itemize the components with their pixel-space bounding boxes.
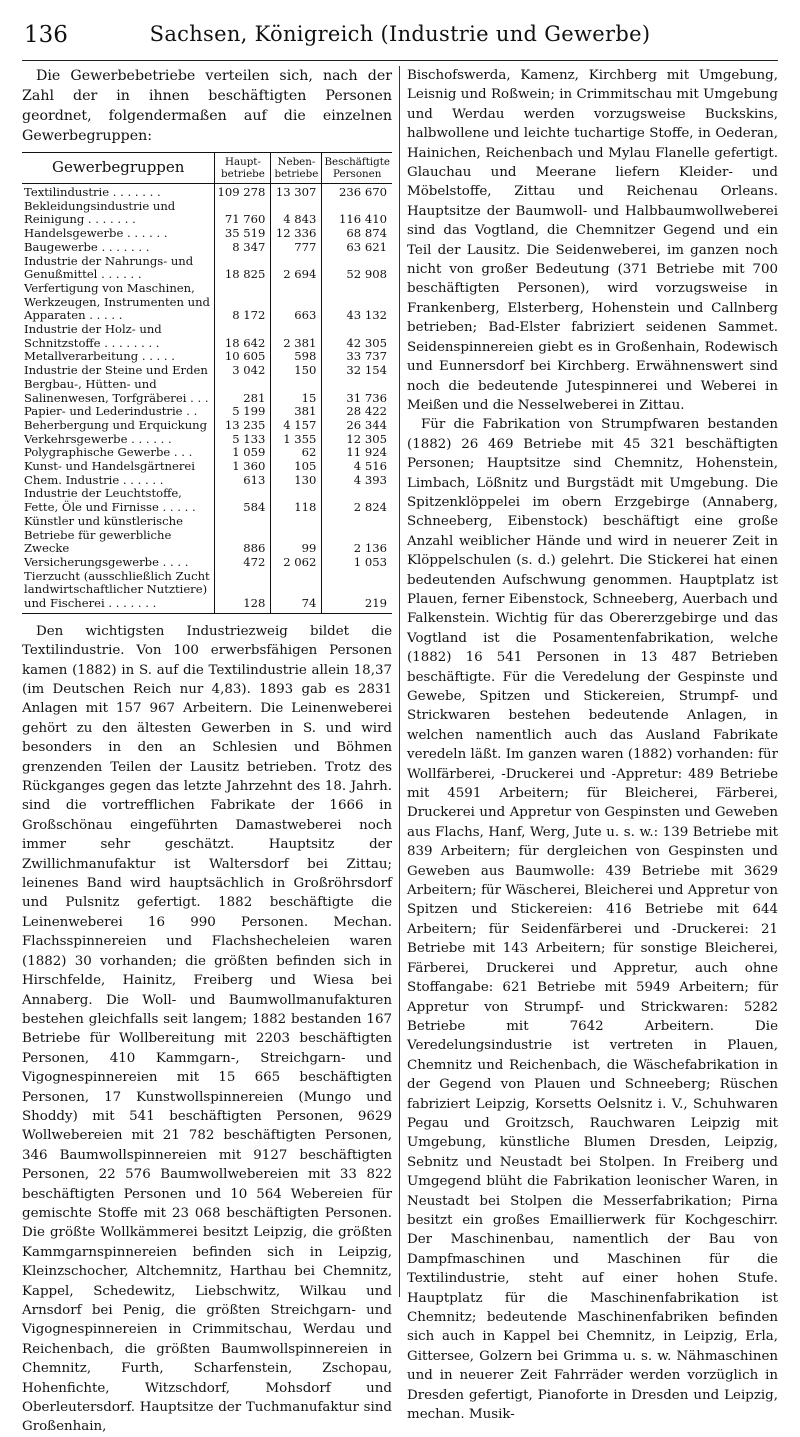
paragraph: Den wichtigsten Industriezweig bildet die Textilindustrie. Von 100 erwerbsfähigen Personen kamen (1882) in S. auf die Textilindustrie allein 18,37 (im Deutschen Reich nur 4,83). 1893 gab es 2831 Anlagen mit 157 967 Arbeitern. Die Leinenweberei gehört zu den ältesten Gewerben in S. und wird besonders in den an Schlesien und Böhmen grenzenden Teilen der Lausitz betrieben. Trotz des Rückganges gegen das letzte Jahrzehnt des 18. Jahrh. sind die vortrefflichen Fabrikate der 1666 in Großschönau eingeführten Damastweberei noch immer sehr geschätzt. Hauptsitz der Zwillichmanufaktur ist Waltersdorf bei Zittau; leinenes Band wird hauptsächlich in Großröhrsdorf und Pulsnitz gefertigt. 1882 beschäftigte die Leinenweberei 16 990 Personen. Mechan. Flachsspinnereien und Flachshecheleien waren (1882) 30 vorhanden; die größten befinden sich in Hirschfelde, Hainitz, Freiberg und Wiesa bei Annaberg. Die Woll- und Baumwollmanufakturen bestehen gleichfalls seit langem; 1882 bestanden 167 Betriebe für Wollbereitung mit 2203 beschäftigten Personen, 410 Kammgarn-, Streichgarn- und Vigognespinnereien mit 15 665 beschäftigten Personen, 17 Kunstwollspinnereien (Mungo und Shoddy) mit 541 beschäftigten Personen, 9629 Wollwebereien mit 21 782 beschäftigten Personen, 346 Baumwollspinnereien mit 9127 beschäftigten Personen, 22 576 Baumwollwebereien mit 33 822 beschäftigten Personen und 10 564 Webereien für gemischte Stoffe mit 23 068 beschäftigten Personen. Die größte Wollkämmerei besitzt Leipzig, die größten Kammgarnspinnereien befinden sich in Leipzig, Kleinzschocher, Altchemnitz, Harthau bei Chemnitz, Kappel, Schedewitz, Liebschwitz, Wilkau und Arnsdorf bei Penig, die größten Streichgarn- und Vigognespinnereien in Crimmitschau, Werdau und Reichenbach, die größten Baumwollspinnereien in Chemnitz, Furth, Scharfenstein, Zschopau, Hohenfichte, Witzschdorf, Mohsdorf und Oberleutersdorf. Hauptsitze der Tuchmanufaktur sind Großenhain,: [22, 623, 392, 1435]
cell-nebenbetriebe: 105: [271, 460, 322, 474]
table-row: [22, 515, 392, 556]
table-row: [22, 556, 392, 570]
cell-hauptbetriebe: 18 825: [215, 255, 271, 282]
left-column: [22, 66, 392, 1435]
cell-personen: 52 908: [322, 255, 392, 282]
row-label: Bergbau-, Hütten- und Salinenwesen, Torfgräberei . . .: [24, 376, 209, 405]
row-label: Handelsgewerbe . . . . . .: [24, 226, 168, 241]
cell-personen: 63 621: [322, 241, 392, 255]
table-header-row: [22, 153, 392, 184]
table-body: [22, 184, 392, 614]
row-label: Baugewerbe . . . . . . .: [24, 239, 150, 254]
cell-personen: 26 344: [322, 419, 392, 433]
row-label: Versicherungsgewerbe . . . .: [24, 554, 189, 569]
cell-nebenbetriebe: 150: [271, 364, 322, 378]
cell-nebenbetriebe: 1 355: [271, 433, 322, 447]
table-row: [22, 227, 392, 241]
row-label: Beherbergung und Erquickung: [24, 417, 208, 432]
cell-nebenbetriebe: 777: [271, 241, 322, 255]
col-header-personen: Beschäftigte Personen: [322, 153, 392, 184]
cell-hauptbetriebe: 5 199: [215, 405, 271, 419]
table-row: [22, 241, 392, 255]
cell-nebenbetriebe: 4 843: [271, 200, 322, 227]
row-label: Industrie der Nahrungs- und Genußmittel . . . . . .: [24, 253, 194, 282]
table-row: [22, 200, 392, 227]
col-header-haupt: Haupt-betriebe: [215, 153, 271, 184]
cell-personen: 1 053: [322, 556, 392, 570]
cell-nebenbetriebe: 130: [271, 474, 322, 488]
page-header: [22, 16, 778, 61]
cell-hauptbetriebe: 10 605: [215, 350, 271, 364]
cell-hauptbetriebe: 613: [215, 474, 271, 488]
row-label: Tierzucht (ausschließlich Zucht landwirtschaftlicher Nutztiere) und Fischerei . . . . . . .: [22, 570, 215, 614]
cell-nebenbetriebe: 74: [271, 570, 322, 614]
table-row: [22, 184, 392, 200]
cell-hauptbetriebe: 886: [215, 515, 271, 556]
table-row: [22, 364, 392, 378]
cell-personen: 43 132: [322, 282, 392, 323]
cell-personen: 4 516: [322, 460, 392, 474]
cell-hauptbetriebe: 1 059: [215, 446, 271, 460]
table-row: [22, 405, 392, 419]
cell-nebenbetriebe: 663: [271, 282, 322, 323]
row-label: Metallverarbeitung . . . . .: [24, 349, 175, 364]
table-row: [22, 460, 392, 474]
row-label: Industrie der Steine und Erden: [24, 363, 208, 378]
cell-personen: 33 737: [322, 350, 392, 364]
cell-hauptbetriebe: 5 133: [215, 433, 271, 447]
cell-nebenbetriebe: 118: [271, 487, 322, 514]
row-label: Bekleidungsindustrie und Reinigung . . . . . . .: [24, 198, 176, 227]
cell-nebenbetriebe: 2 694: [271, 255, 322, 282]
paragraph: Bischofswerda, Kamenz, Kirchberg mit Umgebung, Leisnig und Roßwein; in Crimmitschau mit Umgebung und Werdau werden vorzugsweise Buckskins, halbwollene und leichte tuchartige Stoffe, in Oederan, Hainichen, Reichenbach und Mylau Flanelle gefertigt. Glauchau und Meerane liefern Kleider- und Möbelstoffe, Zittau und Reichenau Orleans. Hauptsitze der Baumwoll- und Halbbaumwollweberei sind das Vogtland, die Chemnitzer Gegend und ein Teil der Lausitz. Die Seidenweberei, im ganzen noch nicht von großer Bedeutung (371 Betriebe mit 700 beschäftigten Personen), wird vorzugsweise in Frankenberg, Elsterberg, Hohenstein und Callnberg betrieben; Bad-Elster fabriziert seidenen Sammet. Seidenspinnereien giebt es in Großenhain, Rodewisch und Eunnersdorf bei Kirchberg. Erwähnenswert sind noch die bedeutende Jutespinnerei und Weberei in Meißen und die Nesselweberei in Zittau.: [407, 68, 778, 413]
cell-personen: 4 393: [322, 474, 392, 488]
cell-hauptbetriebe: 128: [215, 570, 271, 614]
cell-personen: 2 824: [322, 487, 392, 514]
cell-nebenbetriebe: 598: [271, 350, 322, 364]
cell-nebenbetriebe: 13 307: [271, 184, 322, 200]
table-row: [22, 487, 392, 514]
table-row: [22, 433, 392, 447]
cell-nebenbetriebe: 381: [271, 405, 322, 419]
running-title: Sachsen, Königreich (Industrie und Gewerbe): [149, 22, 651, 46]
cell-personen: 236 670: [322, 184, 392, 200]
cell-personen: 31 736: [322, 378, 392, 405]
cell-personen: 2 136: [322, 515, 392, 556]
table-row: [22, 446, 392, 460]
table-row: [22, 323, 392, 350]
cell-hauptbetriebe: 1 360: [215, 460, 271, 474]
cell-hauptbetriebe: 3 042: [215, 364, 271, 378]
row-label: Verfertigung von Maschinen, Werkzeugen, Instrumenten und Apparaten . . . . .: [24, 280, 210, 323]
right-column: [407, 66, 778, 1423]
cell-personen: 11 924: [322, 446, 392, 460]
cell-nebenbetriebe: 15: [271, 378, 322, 405]
cell-personen: 32 154: [322, 364, 392, 378]
cell-nebenbetriebe: 2 062: [271, 556, 322, 570]
cell-personen: 68 874: [322, 227, 392, 241]
cell-nebenbetriebe: 99: [271, 515, 322, 556]
cell-personen: 28 422: [322, 405, 392, 419]
cell-hauptbetriebe: 71 760: [215, 200, 271, 227]
table-row: [22, 350, 392, 364]
cell-hauptbetriebe: 109 278: [215, 184, 271, 200]
cell-nebenbetriebe: 4 157: [271, 419, 322, 433]
gewerbegruppen-table: [22, 152, 392, 614]
cell-hauptbetriebe: 18 642: [215, 323, 271, 350]
intro-paragraph: Die Gewerbebetriebe verteilen sich, nach der Zahl der in ihnen beschäftigten Personen geordnet, folgendermaßen auf die einzelnen Gewerbegruppen:: [22, 68, 392, 144]
row-label: Industrie der Leuchtstoffe, Fette, Öle und Firnisse . . . . .: [24, 486, 196, 515]
col-header-neben: Neben-betriebe: [271, 153, 322, 184]
row-label: Industrie der Holz- und Schnitzstoffe . . . . . . . .: [24, 322, 162, 350]
cell-personen: 116 410: [322, 200, 392, 227]
cell-nebenbetriebe: 12 336: [271, 227, 322, 241]
row-label: Chem. Industrie . . . . . .: [24, 472, 164, 487]
cell-personen: 12 305: [322, 433, 392, 447]
table-row: [22, 474, 392, 488]
table-row: [22, 255, 392, 282]
row-label: Kunst- und Handelsgärtnerei: [24, 459, 195, 474]
cell-hauptbetriebe: 35 519: [215, 227, 271, 241]
cell-hauptbetriebe: 281: [215, 378, 271, 405]
cell-nebenbetriebe: 62: [271, 446, 322, 460]
cell-hauptbetriebe: 8 172: [215, 282, 271, 323]
table-row: [22, 419, 392, 433]
row-label: Textilindustrie . . . . . . .: [24, 185, 161, 199]
row-label: Verkehrsgewerbe . . . . . .: [24, 431, 172, 446]
cell-personen: 42 305: [322, 323, 392, 350]
cell-hauptbetriebe: 472: [215, 556, 271, 570]
table-row: [22, 378, 392, 405]
cell-hauptbetriebe: 8 347: [215, 241, 271, 255]
paragraph: Für die Fabrikation von Strumpfwaren bestanden (1882) 26 469 Betriebe mit 45 321 beschäftigten Personen; Hauptsitze sind Chemnitz, Hohenstein, Limbach, Lößnitz und Burgstädt mit Umgebung. Die Spitzenklöppelei im obern Erzgebirge (Annaberg, Schneeberg, Eibenstock) beschäftigt eine große Anzahl weiblicher Hände und wird in neuerer Zeit in Klöppelschulen (s. d.) gelehrt. Die Stickerei hat einen bedeutenden Aufschwung genommen. Hauptplatz ist Plauen, ferner Eibenstock, Schneeberg, Auerbach und Falkenstein. Wichtig für das Obererzgebirge und das Vogtland ist die Posamentenfabrikation, welche (1882) 16 541 Personen in 13 487 Betrieben beschäftigte. Für die Veredelung der Gespinste und Gewebe, Spitzen und Stickereien, Strumpf- und Strickwaren bestehen bedeutende Anlagen, in welchen namentlich auch das Ausland Fabrikate veredeln läßt. Im ganzen waren (1882) vorhanden: für Wollfärberei, -Druckerei und -Appretur: 489 Betriebe mit 4591 Arbeitern; für Bleicherei, Färberei, Druckerei und Appretur von Gespinsten und Geweben aus Flachs, Hanf, Werg, Jute u. s. w.: 139 Betriebe mit 839 Arbeitern; für dergleichen von Gespinsten und Geweben aus Baumwolle: 439 Betriebe mit 3629 Arbeitern; für Wäscherei, Bleicherei und Appretur von Spitzen und Stickereien: 416 Betriebe mit 644 Arbeitern; für Seidenfärberei und -Druckerei: 21 Betriebe mit 143 Arbeitern; für sonstige Bleicherei, Färberei, Druckerei und Appretur, auch ohne Stoffangabe: 621 Betriebe mit 5949 Arbeitern; für Appretur von Strumpf- und Strickwaren: 5282 Betriebe mit 7642 Arbeitern. Die Veredelungsindustrie ist vertreten in Plauen, Chemnitz und Reichenbach, die Wäschefabrikation in der Gegend von Plauen und Schneeberg; Rüschen fabriziert Leipzig, Korsetts Oelsnitz i. V., Schuhwaren Pegau und Groitzsch, Rauchwaren Leipzig mit Umgebung, künstliche Blumen Dresden, Leipzig, Sebnitz und Neustadt bei Stolpen. In Freiberg und Umgegend blüht die Fabrikation leonischer Waren, in Neustadt bei Stolpen die Messerfabrikation; Pirna besitzt ein großes Emaillierwerk für Kochgeschirr. Der Maschinenbau, namentlich der Bau von Dampfmaschinen und Maschinen für die Textilindustrie, steht auf einer hohen Stufe. Hauptplatz für die Maschinenfabrikation ist Chemnitz; bedeutende Maschinenfabriken befinden sich auch in Kappel bei Chemnitz, in Leipzig, Erla, Gittersee, Golzern bei Grimma u. s. w. Nähmaschinen und in neuerer Zeit Fahrräder werden vorzüglich in Dresden gefertigt, Pianoforte in Dresden und Leipzig, mechan. Musik-: [407, 417, 778, 1423]
cell-hauptbetriebe: 584: [215, 487, 271, 514]
cell-hauptbetriebe: 13 235: [215, 419, 271, 433]
row-label: Künstler und künstlerische Betriebe für gewerbliche Zwecke: [24, 513, 183, 556]
cell-personen: 219: [322, 570, 392, 614]
column-divider: [399, 66, 400, 1297]
col-header-gruppe: Gewerbegruppen: [22, 153, 215, 184]
page-number: 136: [24, 22, 68, 48]
row-label: Papier- und Lederindustrie . .: [24, 404, 198, 419]
row-label: Polygraphische Gewerbe . . .: [24, 445, 193, 460]
table-row: [22, 570, 392, 614]
table-row: [22, 282, 392, 323]
text-columns: [22, 66, 778, 1435]
cell-nebenbetriebe: 2 381: [271, 323, 322, 350]
